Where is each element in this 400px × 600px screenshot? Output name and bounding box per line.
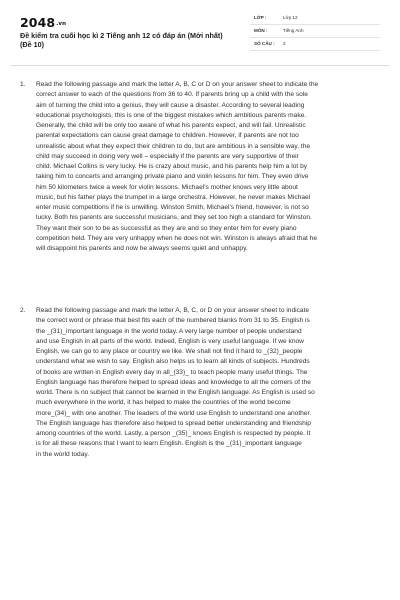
info-row-subject: [250, 26, 380, 38]
info-row-class: [250, 13, 380, 25]
page-header: [0, 0, 400, 64]
logo-suffix: .vn: [56, 20, 67, 27]
site-logo[interactable]: [20, 15, 66, 30]
question-text: Read the following passage and mark the letter A, B, C or D on your answer sheet to indicate the correct answer to each of the questions from 36 to 40. If parents bring up a child with the sole aim of turning the child into a genius, they will cause a disaster. According to several leading educational psychologists, this is one of the biggest mistakes which ambitious parents make. Generally, the child will be only too aware of what his parents expect, and will fail. Unrealistic parental expectations can cause great damage to children. However, if parents are not too unrealistic about what they expect their children to do, but are ambitious in a sensible way, the child may succeed in doing very well – especially if the parents are very supportive of their child. Michael Collins is very lucky. He is crazy about music, and his parents help him a lot by taking him to concerts and arranging private piano and violin lessons for him. They even drive him 50 kilometers twice a week for violin lessons. Michael's mother knows very little about music, but his father plays the trumpet in a large orchestra. However, he never makes Michael enter music competitions if he is unwilling. Winston Smith, Michael's friend, however, is not so lucky. Both his parents are successful musicians, and they set too high a standard for Winston. They want their son to be as successful as they are and so they enter him for every piano competition held. They are very unhappy when he does not win. Winston is always afraid that he will disappoint his parents and now he always seems quiet and unhappy.: [36, 81, 319, 252]
exam-info-table: [250, 13, 380, 52]
question-number: 2.: [20, 307, 26, 314]
info-label: LỚP :: [254, 15, 267, 20]
question-text: Read the following passage and mark the letter A, B, C, or D on your answer sheet to indicate the correct word or phrase that best fits each of the numbered blanks from 31 to 35. English is the _(31)_important language in the world today. A very large number of people understand and use English in all parts of the world. Indeed, English is very useful language. If we know English, we can go to any place or country we like. We shall not find it hard to _(32)_people understand what we wish to say. English also helps us to learn all kinds of subjects. Hundreds of books are written in English every day in all_(33)_ to teach people many useful things. The English language has therefore helped to spread ideas and knowledge to all the corners of the world. There is no subject that cannot be learned in the English language. As English is used so much everywhere in the world, it has helped to make the countries of the world become more_(34)_ with one another. The leaders of the world use English to understand one another. The English language has therefore also helped to spread better understanding and friendship among countries of the world. Lastly, a person _(35)_ knows English is respected by people. It is for all these reasons that I want to learn English. English is the _(31)_important language in the world today.: [36, 307, 315, 458]
info-label: SỐ CÂU :: [254, 41, 275, 46]
info-row-count: [250, 39, 380, 51]
info-value: 2: [283, 41, 286, 46]
header-divider: [10, 65, 390, 66]
page-title: Đề kiểm tra cuối học kì 2 Tiếng anh 12 có đáp án (Mới nhất) (Đề 10): [20, 31, 223, 50]
question-number: 1.: [20, 81, 26, 88]
logo-text: 2048: [20, 15, 56, 30]
info-value: Tiếng Anh: [283, 28, 304, 33]
info-label: MÔN :: [254, 28, 268, 33]
info-value: Lớp 12: [283, 15, 298, 20]
